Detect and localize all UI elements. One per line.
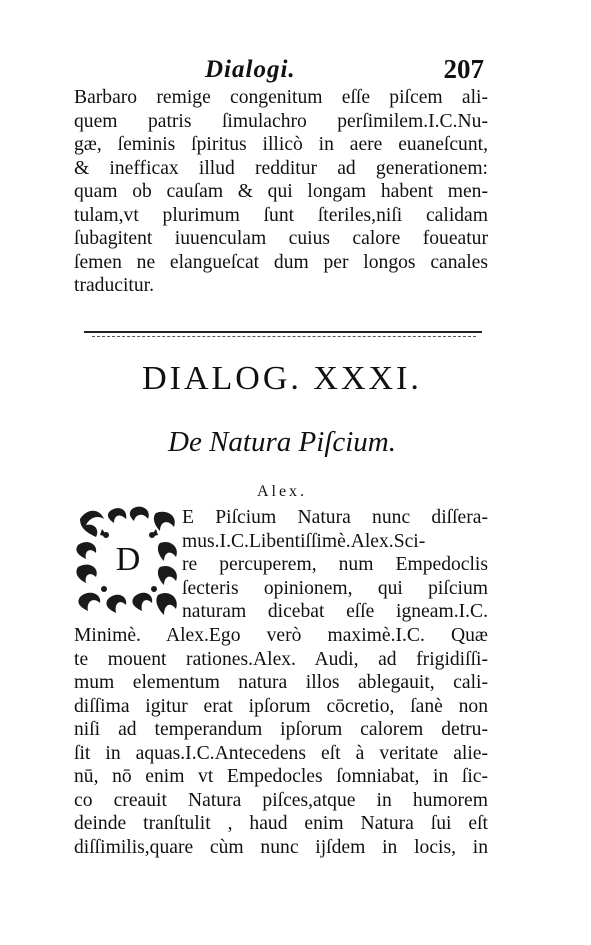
text-line: traducitur. [74,275,154,296]
text-line: quem patris ſimulachro perſimilem.I.C.Nu- [74,110,488,132]
dialog-subtitle: De Natura Piſcium. [168,426,396,458]
speaker-label: Alex. [256,483,308,500]
top-paragraph [74,86,488,298]
text-line: naturam dicebat eſſe igneam.I.C. [182,601,488,622]
text-line: Barbaro remige congenitum eſſe piſcem ali- [74,87,488,108]
text-line: nū, nō enim vt Empedocles ſomniabat, in ſic- [74,766,488,787]
indented-opening [74,506,488,624]
dialog-heading: DIALOG. XXXI. [142,360,422,397]
text-line: tulam,vt plurimum ſunt ſteriles,niſi calidam [74,204,488,226]
body-paragraph [74,624,488,859]
text-line: mus.I.C.Libentiſſimè.Alex.Sci- [182,530,426,552]
running-title: Dialogi. [205,56,296,83]
text-line: re percuperem, num Empedoclis [182,554,488,575]
text-line: & inefficax illud redditur ad generationem: [74,157,488,179]
text-line: co creauit Natura piſces,atque in humorem [74,789,488,811]
text-line: ſemen ne elangueſcat dum per longos canales [74,251,488,273]
section-rule [84,331,482,333]
text-line: quam ob cauſam & qui longam habent men- [74,181,488,202]
text-line: diſſimilis,quare cùm nunc ijſdem in locis, in [74,836,488,858]
running-head [70,56,486,86]
text-line: Minimè. Alex.Ego verò maximè.I.C. Quæ [74,625,488,646]
text-line: niſi ad temperandum ipſorum calorem detru- [74,719,488,740]
text-line: gæ, ſeminis ſpiritus illicò in aere euaneſcunt, [74,134,488,155]
text-line: E Piſcium Natura nunc diſſera- [182,507,488,528]
text-line: ſecteris opinionem, qui piſcium [182,577,488,599]
page-number: 207 [443,54,484,84]
text-line: te mouent rationes.Alex. Audi, ad frigidiſſi- [74,648,488,670]
section-rule-thin [92,336,476,337]
text-line: mum elementum natura illos ablegauit, cali- [74,672,488,693]
text-line: diſſima igitur erat ipſorum cōcretio, ſanè non [74,695,488,717]
text-line: deinde tranſtulit , haud enim Natura ſui eſt [74,813,488,834]
drop-cap-letter: D [108,539,148,581]
text-line: ſubagitent iuuenculam cuius calore foueatur [74,228,488,249]
text-line: ſit in aquas.I.C.Antecedens eſt à veritate alie- [74,742,488,764]
